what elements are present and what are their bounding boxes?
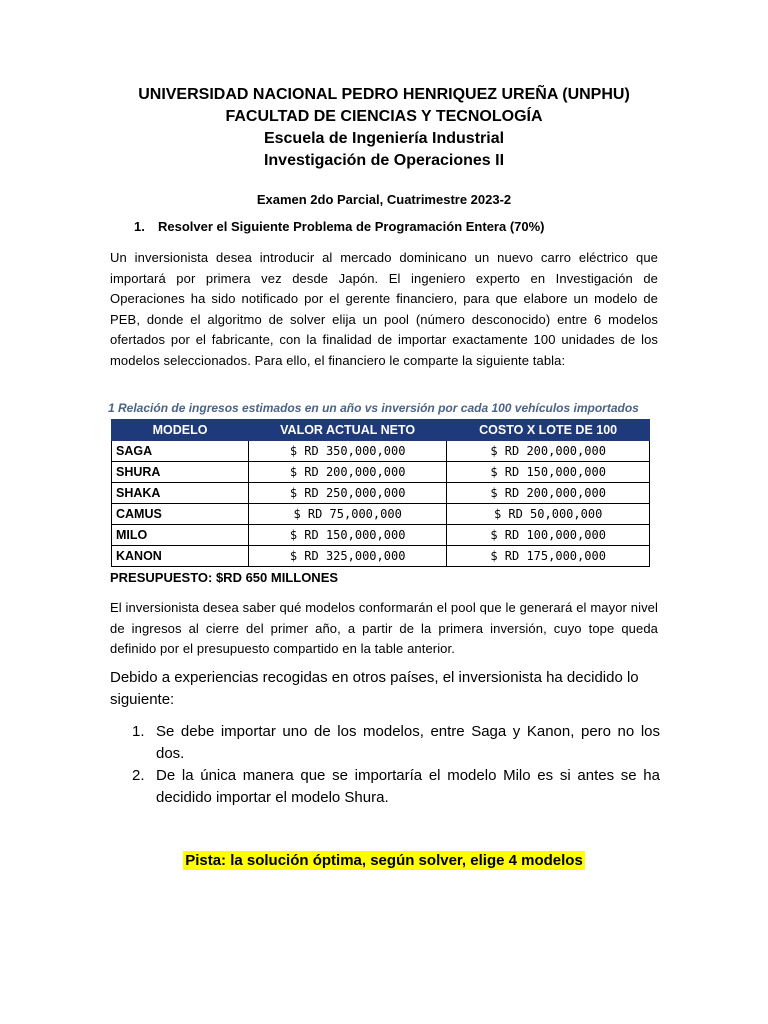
question-number: 1. [134, 219, 145, 234]
npv-cell: $ RD 250,000,000 [249, 483, 447, 504]
cost-cell: $ RD 175,000,000 [447, 546, 650, 567]
model-cell: SAGA [112, 441, 249, 462]
cost-cell: $ RD 100,000,000 [447, 525, 650, 546]
table-row [112, 483, 650, 504]
cost-cell: $ RD 200,000,000 [447, 483, 650, 504]
faculty-name: FACULTAD DE CIENCIAS Y TECNOLOGÍA [225, 108, 543, 125]
cost-cell: $ RD 200,000,000 [447, 441, 650, 462]
header-model: MODELO [112, 420, 249, 441]
list-item-text: De la única manera que se importaría el modelo Milo es si antes se ha decidido importar el modelo Shura. [156, 767, 660, 806]
model-cell: SHAKA [112, 483, 249, 504]
cost-cell: $ RD 50,000,000 [447, 504, 650, 525]
model-cell: SHURA [112, 462, 249, 483]
model-cell: CAMUS [112, 504, 249, 525]
list-item-text: Se debe importar uno de los modelos, entre Saga y Kanon, pero no los dos. [156, 723, 660, 762]
question-text: Resolver el Siguiente Problema de Programación Entera (70%) [158, 219, 545, 234]
model-cell: MILO [112, 525, 249, 546]
exam-title: Examen 2do Parcial, Cuatrimestre 2023-2 [256, 192, 512, 207]
question-heading [134, 219, 545, 234]
table-row [112, 525, 650, 546]
npv-cell: $ RD 200,000,000 [249, 462, 447, 483]
model-cell: KANON [112, 546, 249, 567]
list-item-number: 1. [132, 723, 145, 740]
cost-cell: $ RD 150,000,000 [447, 462, 650, 483]
npv-cell: $ RD 75,000,000 [249, 504, 447, 525]
list-item [110, 765, 660, 809]
experience-paragraph: Debido a experiencias recogidas en otros países, el inversionista ha decidido lo siguiente: [110, 669, 639, 708]
table-header-row [112, 420, 650, 441]
header-npv: VALOR ACTUAL NETO [249, 420, 447, 441]
table-row [112, 504, 650, 525]
npv-cell: $ RD 350,000,000 [249, 441, 447, 462]
npv-cell: $ RD 150,000,000 [249, 525, 447, 546]
table-row [112, 546, 650, 567]
hint-highlight: Pista: la solución óptima, según solver, elige 4 modelos [185, 852, 583, 869]
conditions-list [110, 721, 660, 809]
list-item-number: 2. [132, 767, 145, 784]
header-cost: COSTO X LOTE DE 100 [447, 420, 650, 441]
hint-line [0, 852, 768, 869]
university-name: UNIVERSIDAD NACIONAL PEDRO HENRIQUEZ UREÑA (UNPHU) [138, 86, 630, 103]
table-row [112, 462, 650, 483]
table-row [112, 441, 650, 462]
course-name: Investigación de Operaciones II [263, 152, 505, 169]
budget-line: PRESUPUESTO: $RD 650 MILLONES [110, 570, 339, 585]
list-item [110, 721, 660, 765]
objective-paragraph: El inversionista desea saber qué modelos conformarán el pool que le generará el mayor nivel de ingresos al cierre del primer año, a partir de la primera inversión, cuyo tope queda definido por el presupuesto compartido en la table anterior. [110, 600, 658, 657]
school-name: Escuela de Ingeniería Industrial [263, 130, 505, 147]
intro-paragraph: Un inversionista desea introducir al mercado dominicano un nuevo carro eléctrico que importará por primera vez desde Japón. El ingeniero experto en Investigación de Operaciones ha sido notificado por el gerente financiero, para que elabore un modelo de PEB, donde el algoritmo de solver elija un pool (número desconocido) entre 6 modelos ofertados por el fabricante, con la finalidad de importar exactamente 100 unidades de los modelos seleccionados. Para ello, el financiero le comparte la siguiente tabla: [110, 250, 658, 368]
npv-cell: $ RD 325,000,000 [249, 546, 447, 567]
table-caption: 1 Relación de ingresos estimados en un año vs inversión por cada 100 vehículos importados [108, 401, 639, 415]
models-table [111, 419, 650, 567]
